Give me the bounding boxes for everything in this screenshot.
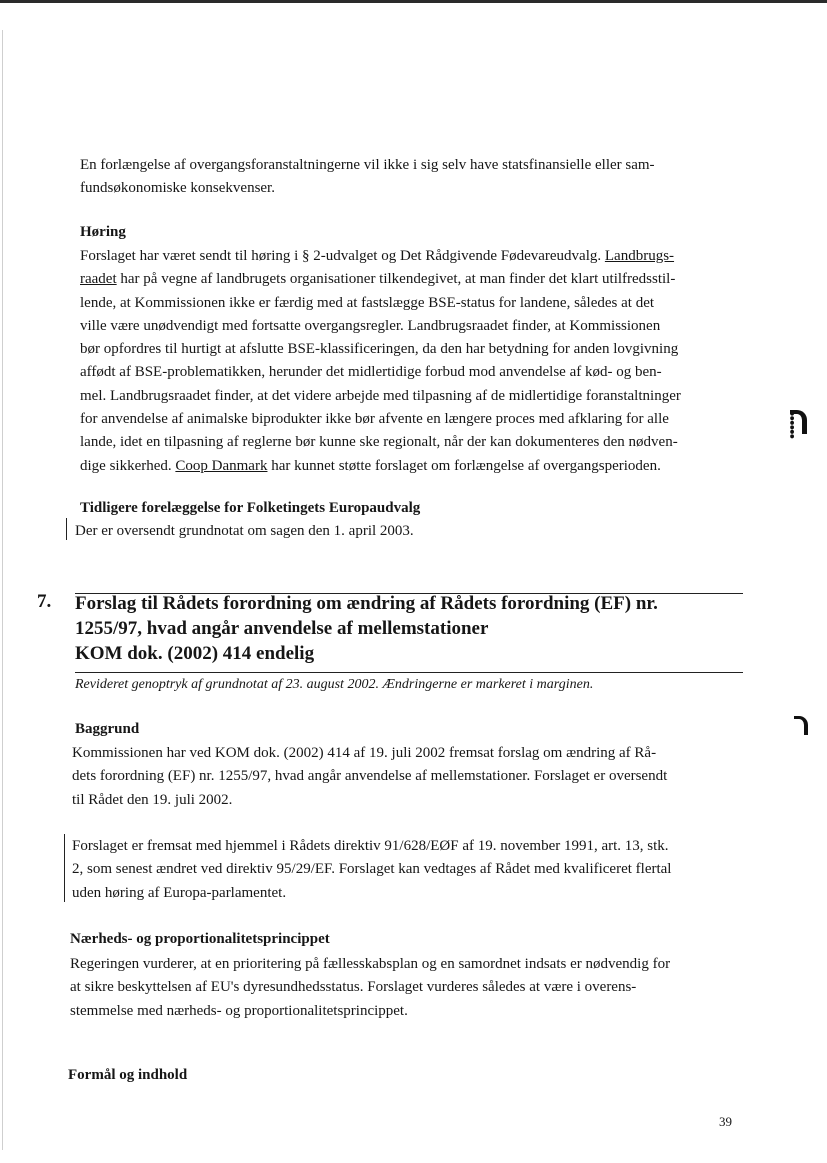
- intro-line: fundsøkonomiske konsekvenser.: [80, 180, 275, 197]
- landbrugsraadet-link-cont: raadet: [80, 271, 117, 288]
- hoering-line: lende, at Kommissionen ikke er færdig med at fastslægge BSE-status for landene, således at det: [80, 294, 655, 311]
- formaal-heading: Formål og indhold: [68, 1067, 188, 1083]
- section-title: Forslag til Rådets forordning om ændring af Rådets forordning (EF) nr. 1255/97, hvad angår anvendelse af mellemstationer KOM dok. (2002) 414 endelig: [75, 593, 658, 664]
- scan-edge: [2, 30, 3, 1150]
- margin-change-bar: [64, 834, 65, 902]
- hoering-line: bør opfordres til hurtigt at afslutte BSE-klassificeringen, da den har betydning for anden lovgivning: [80, 341, 679, 358]
- section-subtitle: Revideret genoptryk af grundnotat af 23. august 2002. Ændringerne er markeret i marginen.: [75, 677, 594, 692]
- tidligere-text: Der er oversendt grundnotat om sagen den 1. april 2003.: [75, 523, 414, 539]
- margin-change-bar: [66, 518, 67, 540]
- hoering-line: ville være unødvendigt med fortsatte overgangsregler. Landbrugsraadet finder, at Kommissionen: [80, 317, 661, 334]
- landbrugsraadet-link: Landbrugs-: [604, 248, 675, 264]
- intro-line: En forlængelse af overgangsforanstaltningerne vil ikke i sig selv have statsfinansielle eller sam-: [80, 157, 655, 173]
- scan-mark-icon: ⸽: [789, 413, 796, 439]
- baggrund-heading: Baggrund: [75, 721, 140, 737]
- hoering-line: for anvendelse af animalske biprodukter ikke bør afvente en længere proces med afklaring for alle: [80, 411, 669, 428]
- section-number: 7.: [37, 591, 52, 612]
- hoering-line: mel. Landbrugsraadet finder, at det videre arbejde med tilpasning af de midlertidige foranstaltninger: [80, 387, 681, 404]
- hoering-line: affødt af BSE-problematikken, herunder det midlertidige forbud mod anvendelse af kød- og ben-: [80, 364, 662, 381]
- intro-paragraph: [80, 154, 655, 201]
- hoering-line: dige sikkerhed. Coop Danmark har kunnet støtte forslaget om forlængelse af overgangsperioden.: [80, 457, 661, 474]
- hoering-heading: Høring: [80, 224, 126, 240]
- naerhed-heading: Nærheds- og proportionalitetsprincippet: [70, 931, 330, 947]
- hoering-line: Forslaget har været sendt til høring i § 2-udvalget og Det Rådgivende Fødevareudvalg. Landbrugs-: [80, 248, 675, 264]
- page-number: 39: [719, 1114, 732, 1129]
- baggrund-paragraph: Kommissionen har ved KOM dok. (2002) 414 af 19. juli 2002 fremsat forslag om ændring af Rå- dets forordning (EF) nr. 1255/97, hvad angår anvendelse af mellemstationer. Forslaget er oversendt til Rådet den 19. juli 2002.: [72, 745, 668, 808]
- hoering-line: raadet har på vegne af landbrugets organisationer tilkendegivet, at man finder det klart utilfredsstil-: [80, 271, 676, 288]
- coop-danmark-link: Coop Danmark: [175, 457, 268, 474]
- scan-mark-icon: [790, 410, 807, 434]
- naerhed-paragraph: Regeringen vurderer, at en prioritering på fællesskabsplan og en samordnet indsats er nødvendig for at sikre beskyttelsen af EU's dyresundhedsstatus. Forslaget vurderes således at være i overens- stemmelse med nærheds- og proportionalitetsprincippet.: [70, 956, 671, 1019]
- hjemmel-paragraph: Forslaget er fremsat med hjemmel i Rådets direktiv 91/628/EØF af 19. november 1991, art. 13, stk. 2, som senest ændret ved direktiv 95/29/EF. Forslaget kan vedtages af Rådet med kvalificeret flertal uden høring af Europa-parlamentet.: [72, 838, 672, 901]
- hoering-line: lande, idet en tilpasning af reglerne bør kunne ske regionalt, når der kan dokumenteres den nødven-: [80, 434, 678, 451]
- top-border: [0, 0, 827, 3]
- scan-mark-icon: [794, 716, 808, 735]
- hoering-paragraph: [80, 245, 681, 478]
- section-mid-rule: [75, 672, 743, 673]
- tidligere-heading: Tidligere forelæggelse for Folketingets Europaudvalg: [80, 500, 421, 516]
